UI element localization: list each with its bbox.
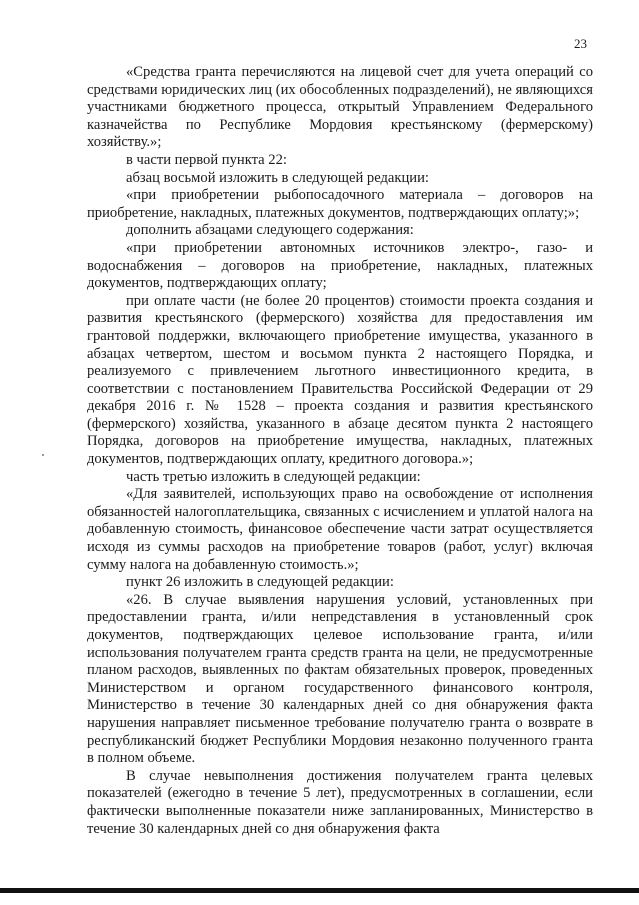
- paragraph-targets: В случае невыполнения достижения получателем гранта целевых показателей (ежегодно в течение 5 лет), предусмотренных в соглашении, если фактически выполненные показатели ниже запланированных, Министерство в течение 30 календарных дней со дня обнаружения факта: [87, 767, 593, 837]
- paragraph-violation: «26. В случае выявления нарушения условий, установленных при предоставлении гранта, и/или непредставления в установленный срок документов, подтверждающих целевое использование гранта, и/или использования получателем гранта средств гранта на цели, не предусмотренные планом расходов, выявленных по фактам обязательных проверок, проведенных Министерством и органом государственного финансового контроля, Министерство в течение 30 календарных дней со дня обнаружения факта нарушения направляет письменное требование получателю гранта о возврате в республиканский бюджет Республики Мордовия незаконно полученного гранта в полном объеме.: [87, 591, 593, 767]
- paragraph-part-three: часть третью изложить в следующей редакции:: [126, 468, 421, 485]
- scan-speck: [42, 454, 44, 456]
- paragraph-autonomous-sources: «при приобретении автономных источников электро-, газо- и водоснабжения – договоров на приобретение, накладных, платежных документов, подтверждающих оплату;: [87, 239, 593, 292]
- document-body: [87, 64, 593, 838]
- paragraph-add-paras: дополнить абзацами следующего содержания:: [126, 222, 414, 239]
- paragraph-point-22: в части первой пункта 22:: [126, 151, 287, 168]
- paragraph-grant-transfer: «Средства гранта перечисляются на лицевой счет для учета операций со средствами юридических лиц (их обособленных подразделений), не являющихся участниками бюджетного процесса, открытый Управлением Федерального казначейства по Республике Мордовия крестьянскому (фермерскому) хозяйству.»;: [87, 64, 593, 151]
- bottom-border-line: [0, 888, 639, 893]
- paragraph-partial-payment: при оплате части (не более 20 процентов) стоимости проекта создания и развития крестьянского (фермерского) хозяйства для предоставления им грантовой поддержки, включающего приобретение имущества, указанного в абзацах четвертом, шестом и восьмом пункта 2 настоящего Порядка, и реализуемого с привлечением льготного инвестиционного кредита, в соответствии с постановлением Правительства Российской Федерации от 29 декабря 2016 г. № 1528 – проекта создания и развития крестьянского (фермерского) хозяйства, указанного в абзаце десятом пункта 2 настоящего Порядка, договоров на приобретение имущества, накладных, платежных документов, подтверждающих оплату, кредитного договора.»;: [87, 292, 593, 468]
- paragraph-fish-stock: «при приобретении рыбопосадочного материала – договоров на приобретение, накладных, платежных документов, подтверждающих оплату;»;: [87, 187, 593, 221]
- paragraph-point-26: пункт 26 изложить в следующей редакции:: [126, 574, 394, 591]
- page-number: 23: [574, 36, 587, 51]
- paragraph-vat-exemption: «Для заявителей, использующих право на освобождение от исполнения обязанностей налогоплательщика, связанных с исчислением и уплатой налога на добавленную стоимость, финансовое обеспечение части затрат осуществляется исходя из суммы расходов на приобретение товаров (работ, услуг) включая сумму налога на добавленную стоимость.»;: [87, 486, 593, 573]
- paragraph-eighth-para-edit: абзац восьмой изложить в следующей редакции:: [126, 169, 429, 186]
